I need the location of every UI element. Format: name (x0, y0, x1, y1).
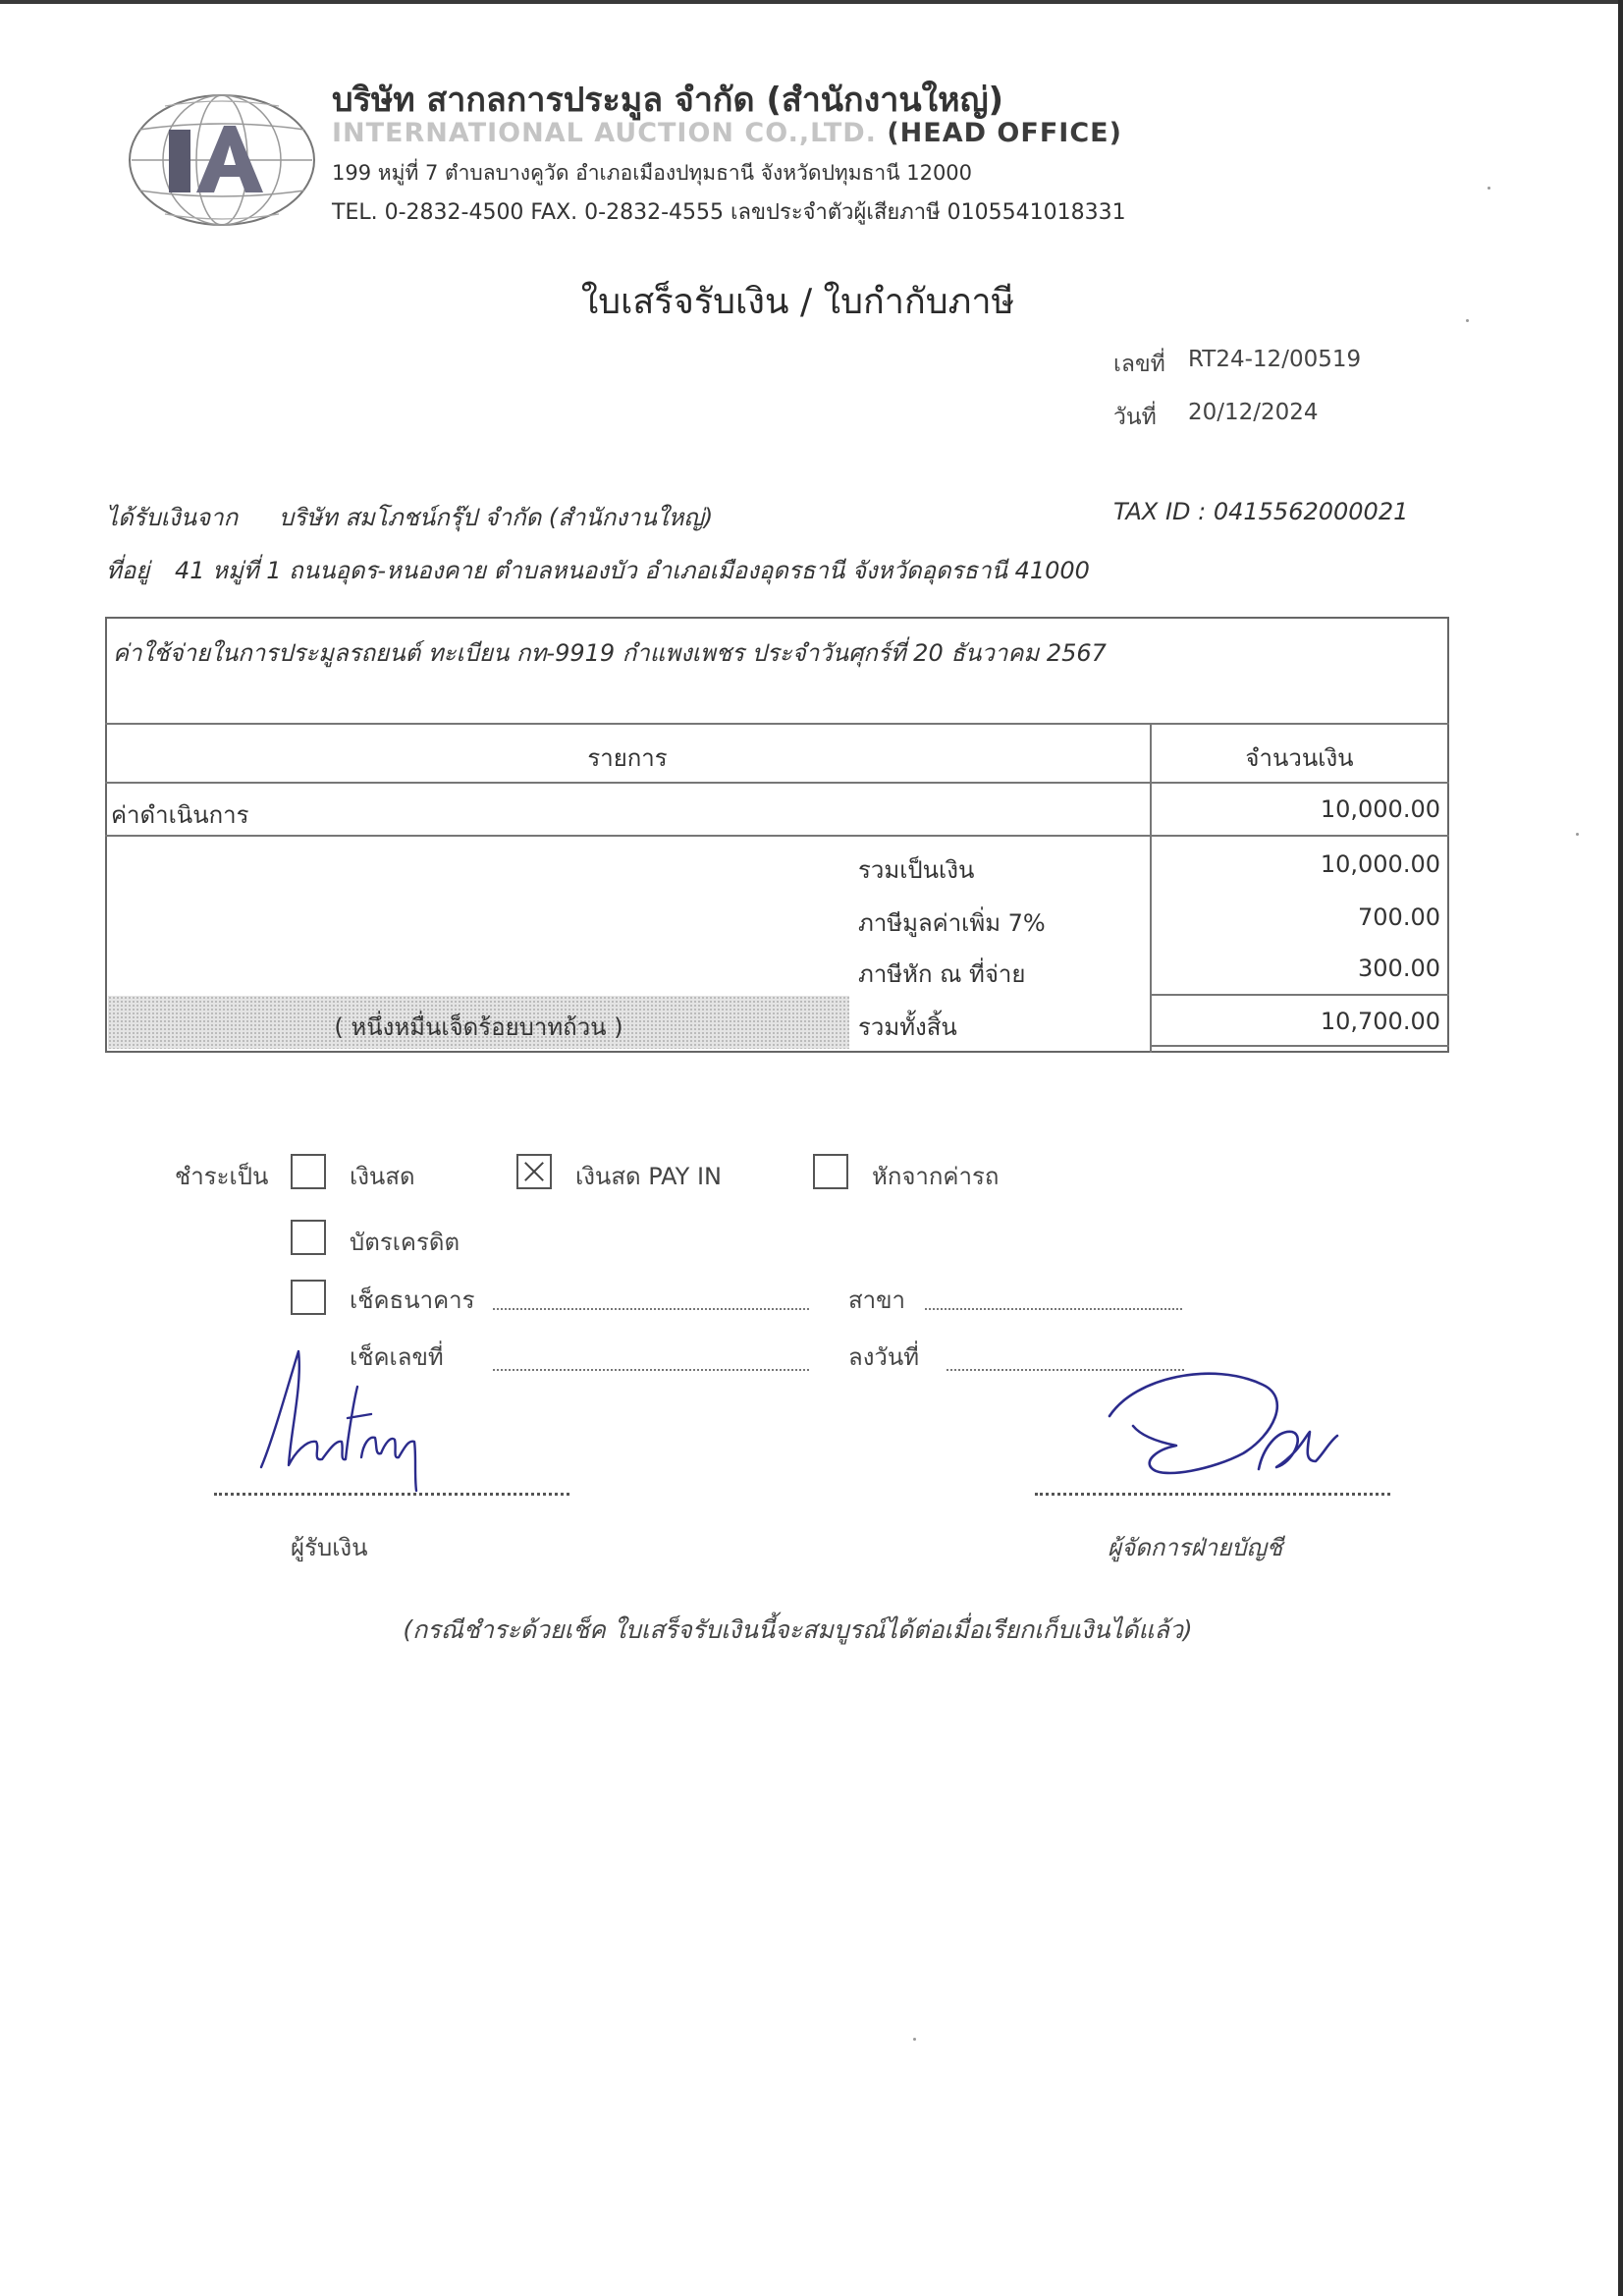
company-name-english (332, 118, 1122, 148)
branch-label: สาขา (848, 1286, 906, 1314)
scan-speck (1576, 833, 1579, 836)
manager-label: ผู้จัดการฝ่ายบัญชี (1108, 1534, 1283, 1561)
vat-label: ภาษีมูลค่าเพิ่ม 7% (858, 909, 1046, 937)
head-office-label: (HEAD OFFICE) (887, 118, 1122, 148)
scan-speck (1488, 187, 1490, 190)
scan-speck (913, 2038, 916, 2041)
subtotal-amount: 10,000.00 (1320, 850, 1440, 878)
cheque-footnote: (กรณีชำระด้วยเช็ค ใบเสร็จรับเงินนี้จะสมบูรณ์ได้ต่อเมื่อเรียกเก็บเงินได้แล้ว) (403, 1615, 1193, 1644)
scan-edge-top (0, 0, 1623, 4)
document-date: 20/12/2024 (1188, 400, 1319, 425)
document-number: RT24-12/00519 (1188, 347, 1362, 372)
payment-method-label: ชำระเป็น (175, 1163, 269, 1190)
document-date-label: วันที่ (1113, 405, 1157, 430)
bank-cheque-field[interactable] (493, 1308, 809, 1310)
checkbox-bank-cheque[interactable] (291, 1280, 326, 1315)
document-title: ใบเสร็จรับเงิน / ใบกำกับภาษี (580, 282, 1015, 322)
option-deduct-from-car-label: หักจากค่ารถ (872, 1163, 1000, 1190)
checkbox-cash[interactable] (291, 1154, 326, 1189)
withholding-tax-amount: 300.00 (1358, 955, 1440, 982)
received-from-label: ได้รับเงินจาก (106, 504, 239, 531)
company-name-english-text: INTERNATIONAL AUCTION CO.,LTD. (332, 118, 877, 148)
cheque-number-label: เช็คเลขที่ (350, 1343, 444, 1371)
option-bank-cheque-label: เช็คธนาคาร (350, 1286, 475, 1314)
table-divider (105, 835, 1449, 837)
table-divider (1150, 1045, 1449, 1047)
table-row-amount: 10,000.00 (1320, 795, 1440, 823)
amount-in-words: ( หนึ่งหมื่นเจ็ดร้อยบาทถ้วน ) (334, 1013, 623, 1041)
customer-name: บริษัท สมโภชน์กรุ๊ป จำกัด (สำนักงานใหญ่) (279, 504, 714, 531)
vat-amount: 700.00 (1358, 903, 1440, 931)
manager-signature (1096, 1367, 1351, 1495)
withholding-tax-label: ภาษีหัก ณ ที่จ่าย (858, 960, 1026, 988)
company-logo (126, 90, 318, 230)
manager-signature-line[interactable] (1035, 1493, 1390, 1496)
total-label: รวมทั้งสิ้น (858, 1013, 957, 1041)
column-header-item: รายการ (587, 744, 668, 772)
company-contact: TEL. 0-2832-4500 FAX. 0-2832-4555 เลขประจำตัวผู้เสียภาษี 0105541018331 (332, 200, 1126, 225)
customer-address: 41 หมู่ที่ 1 ถนนอุดร-หนองคาย ตำบลหนองบัว อำเภอเมืองอุดรธานี จังหวัดอุดรธานี 41000 (175, 557, 1090, 584)
table-row-item: ค่าดำเนินการ (111, 801, 249, 829)
cheque-date-label: ลงวันที่ (848, 1343, 920, 1371)
option-credit-card-label: บัตรเครดิต (350, 1229, 460, 1256)
table-description: ค่าใช้จ่ายในการประมูลรถยนต์ ทะเบียน กท-9919 กำแพงเพชร ประจำวันศุกร์ที่ 20 ธันวาคม 2567 (113, 639, 1107, 667)
customer-tax-id: TAX ID : 0415562000021 (1113, 498, 1409, 525)
table-divider (1150, 994, 1449, 996)
scan-speck (1466, 319, 1469, 322)
total-amount: 10,700.00 (1320, 1008, 1440, 1035)
table-divider (105, 723, 1449, 725)
table-divider (105, 782, 1449, 784)
checkbox-credit-card[interactable] (291, 1220, 326, 1255)
company-address: 199 หมู่ที่ 7 ตำบลบางคูวัด อำเภอเมืองปทุมธานี จังหวัดปทุมธานี 12000 (332, 161, 973, 185)
option-cash-pay-in-label: เงินสด PAY IN (575, 1163, 723, 1190)
document-number-label: เลขที่ (1113, 352, 1165, 377)
customer-address-label: ที่อยู่ (106, 557, 150, 584)
checkbox-deduct-from-car[interactable] (813, 1154, 848, 1189)
cheque-number-field[interactable] (493, 1369, 809, 1371)
option-cash-label: เงินสด (350, 1163, 415, 1190)
branch-field[interactable] (925, 1308, 1182, 1310)
checkbox-cash-pay-in[interactable] (516, 1154, 552, 1189)
column-header-amount: จำนวนเงิน (1245, 744, 1354, 772)
scan-edge-right (1618, 0, 1623, 2296)
company-name-thai: บริษัท สากลการประมูล จำกัด (สำนักงานใหญ่) (332, 81, 1004, 120)
receiver-label: ผู้รับเงิน (291, 1534, 368, 1561)
receiver-signature (251, 1338, 428, 1495)
subtotal-label: รวมเป็นเงิน (858, 856, 975, 884)
receiver-signature-line[interactable] (214, 1493, 569, 1496)
